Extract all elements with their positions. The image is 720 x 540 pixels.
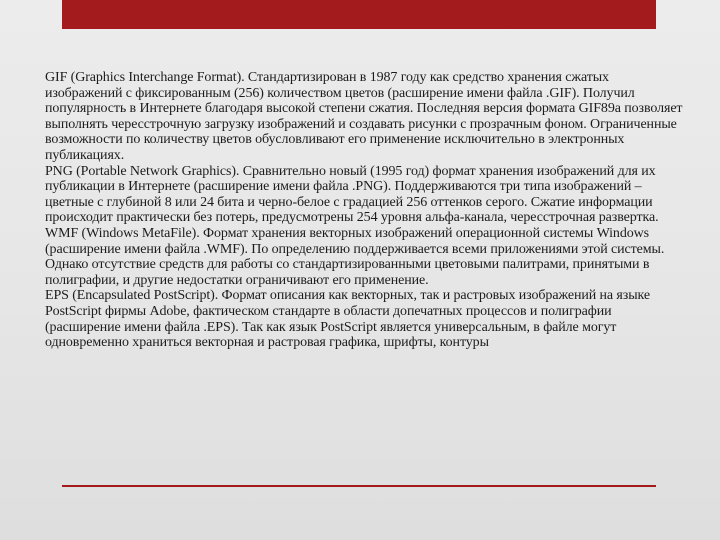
slide-body: [45, 70, 685, 351]
paragraph-gif: GIF (Graphics Interchange Format). Стандартизирован в 1987 году как средство хранения сжатых изображений с фиксированным (256) количеством цветов (расширение имени файла .GIF). Получил популярность в Интернете благодаря высокой степени сжатия. Последняя версия формата GIF89a позволяет выполнять чересстрочную загрузку изображений и создавать рисунки с прозрачным фоном. Ограниченные возможности по количеству цветов обусловливают его применение исключительно в электронных публикациях.: [45, 70, 683, 163]
paragraph-wmf: WMF (Windows MetaFile). Формат хранения векторных изображений операционной системы Windows (расширение имени файла .WMF). По определению поддерживается всеми приложениями этой системы. Однако отсутствие средств для работы со стандартизированными цветовыми палитрами, принятыми в полиграфии, и другие недостатки ограничивают его применение.: [45, 225, 665, 288]
title-band: [62, 0, 656, 29]
paragraph-png: PNG (Portable Network Graphics). Сравнительно новый (1995 год) формат хранения изображений для их публикации в Интернете (расширение имени файла .PNG). Поддерживаются три типа изображений – цветные с глубиной 8 или 24 бита и черно-белое с градацией 256 оттенков серого. Сжатие информации происходит практически без потерь, предусмотрены 254 уровня альфа-канала, чересстрочная развертка.: [45, 163, 659, 226]
bottom-divider: [62, 485, 656, 487]
paragraph-eps: EPS (Encapsulated PostScript). Формат описания как векторных, так и растровых изображений на языке PostScript фирмы Adobe, фактическом стандарте в области допечатных процессов и полиграфии (расширение имени файла .EPS). Так как язык PostScript является универсальным, в файле могут одновременно храниться векторная и растровая графика, шрифты, контуры: [45, 288, 650, 351]
